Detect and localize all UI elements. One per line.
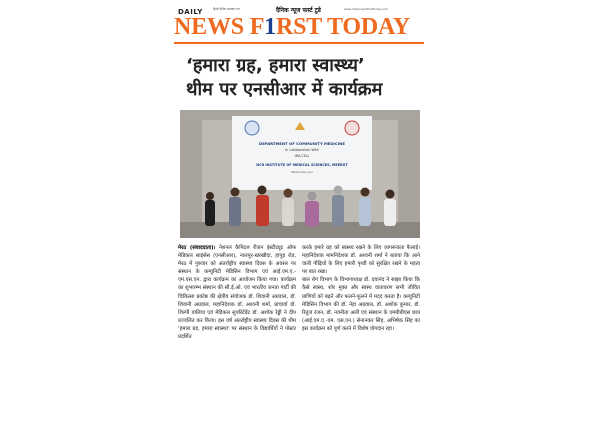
masthead-hindi-tagline: दैनिक न्यूज फर्स्ट टुडे (276, 7, 321, 14)
masthead-daily: DAILY (178, 8, 203, 16)
headline-line-1: ‘हमारा ग्रह, हमारा स्वास्थ्य’ (186, 55, 365, 76)
article-column-2 (302, 244, 420, 333)
newspaper-clipping (168, 6, 430, 418)
slide-line3: IMA CELL (294, 154, 310, 158)
event-photo (180, 110, 420, 238)
article-column-1 (178, 244, 296, 341)
masthead-website: www.dailynewsfirsttoday.com (344, 7, 389, 11)
article-paragraph-1 (178, 244, 296, 341)
logo-numeral: 1 (264, 14, 276, 40)
article-body (178, 244, 422, 416)
slide-organization: NCR INSTITUTE OF MEDICAL SCIENCES, MEERUT (256, 163, 348, 167)
logo-part1: NEWS F (174, 14, 265, 40)
article-col1-text: नेशनल कैपिटल रीजन इंस्टीट्यूट ऑफ मेडिकल साइंसेस (एनसीआर), नालपुर-खरखौदा, हापुड़ रोड, मेरठ में गुरुवार को अंतर्राष्ट्रीय स्वास्थ्य दिवस के अवसर पर संस्थान के कम्युनिटी मेडिसिन विभाग एवं आई.एम.ए.-एम.एस.एन. द्वारा कार्यक्रम का आयोजन किया गया। कार्यक्रम का शुभारम्भ संस्थान की सी.ई.ओ. एवं भारतीय जनता पार्टी की चिकित्सा प्रकोष्ठ की क्षेत्रीय संयोजक डॉ. शिवानी अग्रवाल, डॉ. शिवानी अग्रवाल, महानिदेशक डॉ. अश्वनी शर्मा, प्राचार्या डॉ. शिल्पी वालिया एवं मेडिकल सुपरिटेंडेंट डॉ. अशोक रेड्डी ने दीप प्रज्वलित कर किया। इस वर्ष अंतर्राष्ट्रीय स्वास्थ्य दिवस की थीम ‘हमारा ग्रह, हमारा स्वास्थ्य’ पर संस्थान के विद्यार्थियों ने पोस्टर प्रदर्शित (178, 245, 297, 341)
slide-title: DEPARTMENT OF COMMUNITY MEDICINE (259, 141, 345, 146)
masthead-rule (174, 42, 424, 44)
masthead (168, 6, 430, 42)
article-paragraph-2: करके हमारे ग्रह को स्वस्थ्य रखने के लिए जागरूकता फैलाई। महानिदेशक मामनिदेशक डॉ. अश्वनी शर्मा ने बताया कि आने वाली पीढ़ियों के लिए हमारी पृथ्वी को सुरक्षित रखने के महत्व पर बात रखा। (302, 245, 420, 276)
headline-line-2: थीम पर एनसीआर में कार्यक्रम (186, 79, 383, 100)
slide-subtitle: In Collaboration With (285, 148, 319, 152)
headline (186, 54, 416, 102)
logo-part2: RST TODAY (275, 14, 411, 40)
slide-logo-left-icon (245, 121, 259, 135)
article-paragraph-3: बाल रोग विभाग के विभागाध्यक्ष डॉ. दयानंद ने साझा किया कि कैसे स्वस्थ, शोर मुक्त और स्वस्थ वातावरण सभी जीवित प्राणियों को बढ़ने और फलने-फूलने में मदद करता है। कम्युनिटी मेडिसिन विभाग की डॉ. नेहा अग्रवाल, डॉ. अशोक कुमार, डॉ. रितुज रंजन, डॉ. नवनीता अली एवं संस्थान के एमबीबीएस छात्र (आई.एम.ए.-एम. एस.एन.) सेनानकर सिंह, अभिषेक सिंह का इस कार्यक्रम को पूर्ण करने में विशेष योगदान रहा। (302, 277, 420, 332)
masthead-logo (174, 14, 410, 41)
masthead-small-text: हिन्दी दैनिक समाचार पत्र (213, 7, 240, 11)
slide-welcome: Welcomes you (291, 170, 313, 174)
slide-logo-right-icon (345, 121, 359, 135)
event-photo-illustration (180, 110, 420, 238)
article-dateline: मेरठ (संवाददाता)। (178, 245, 216, 251)
